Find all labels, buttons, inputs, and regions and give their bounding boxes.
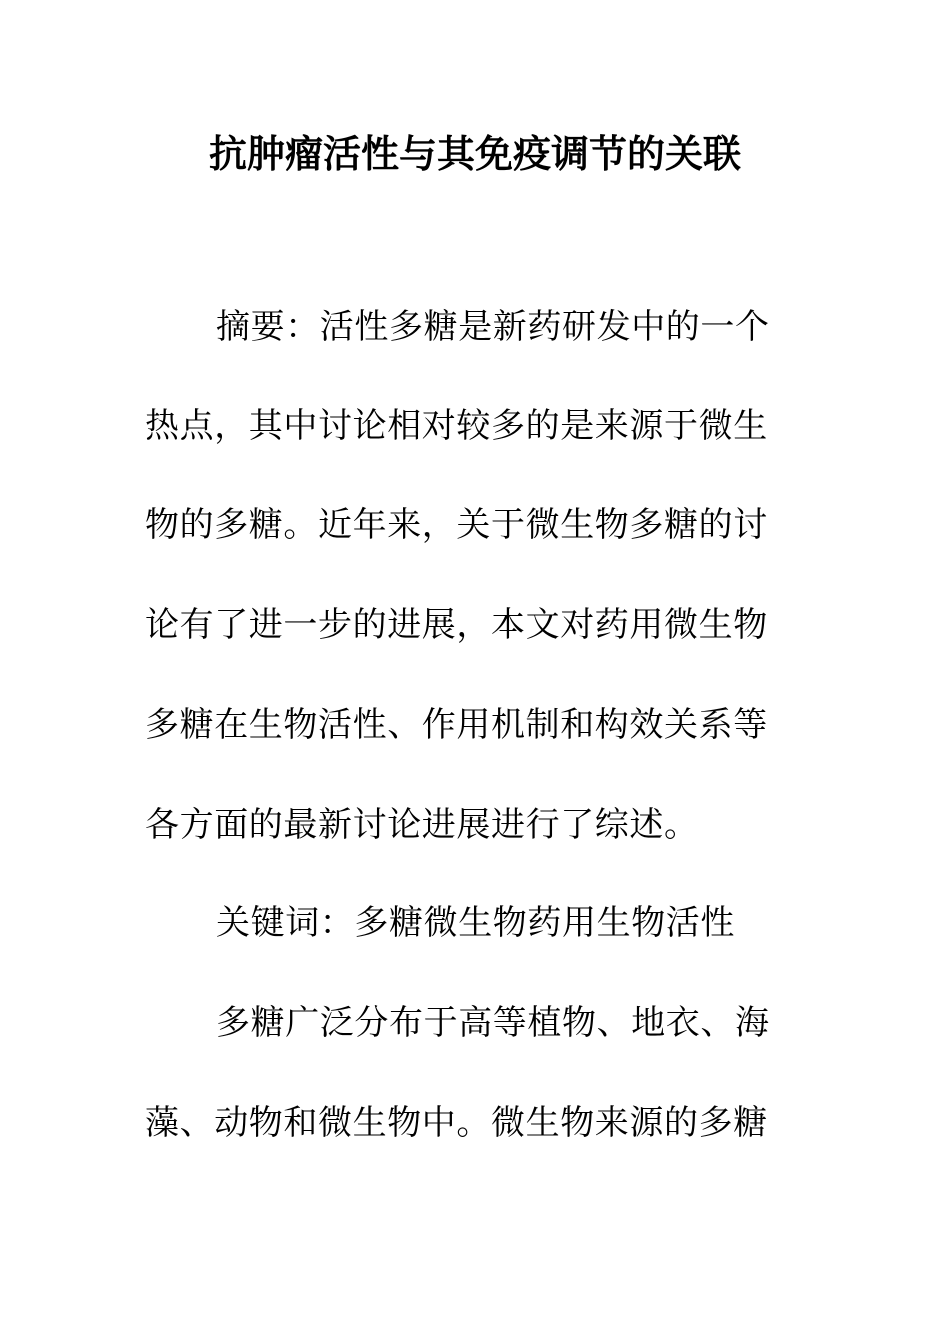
body-line-1: 多糖广泛分布于高等植物、地衣、海 [216,1003,770,1043]
abstract-line-4: 论有了进一步的进展，本文对药用微生物 [145,605,768,645]
abstract-line-1: 摘要：活性多糖是新药研发中的一个 [216,307,770,347]
keywords-line: 关键词：多糖微生物药用生物活性 [216,903,735,943]
abstract-line-3: 物的多糖。近年来，关于微生物多糖的讨 [145,505,768,545]
abstract-line-2: 热点，其中讨论相对较多的是来源于微生 [145,406,768,446]
abstract-line-6: 各方面的最新讨论进展进行了综述。 [145,805,699,845]
abstract-line-5: 多糖在生物活性、作用机制和构效关系等 [145,705,768,745]
document-title: 抗肿瘤活性与其免疫调节的关联 [208,132,741,176]
body-line-2: 藻、动物和微生物中。微生物来源的多糖 [145,1103,768,1143]
